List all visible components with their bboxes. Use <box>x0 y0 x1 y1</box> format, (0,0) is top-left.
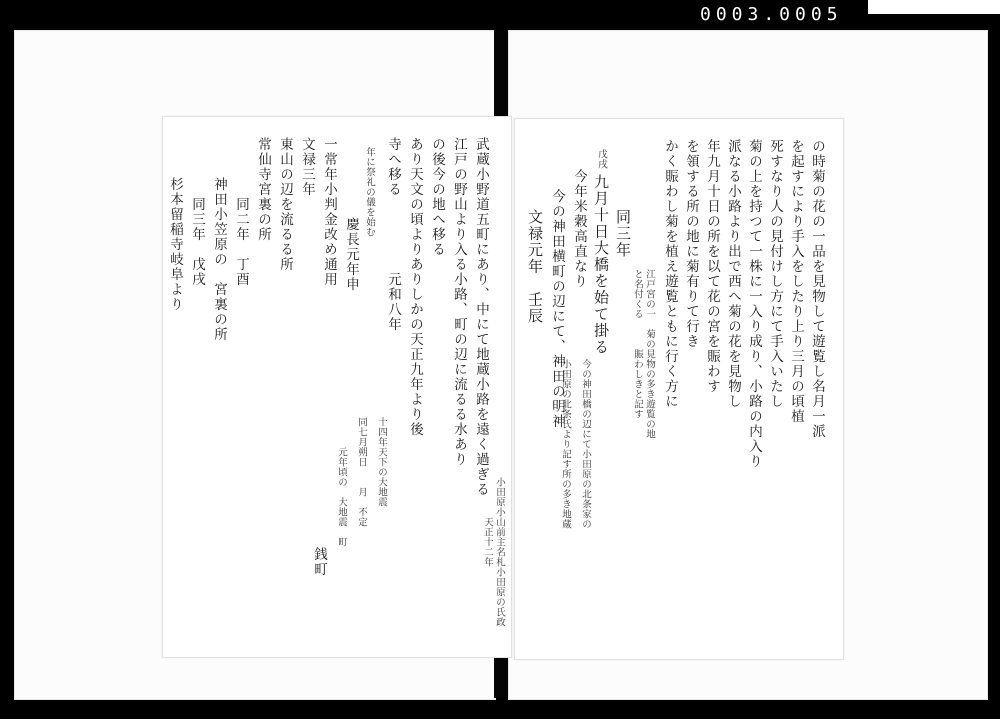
frame-marker <box>868 0 1000 14</box>
book-spread <box>14 30 987 698</box>
text-column: 今年米穀高直なり <box>571 169 587 289</box>
text-column: と名付くる 賑わしきと記す <box>632 269 643 419</box>
text-column: 死すなり人の見付けし方にて手入いたし <box>767 139 783 409</box>
text-column: の後今の地へ移る <box>429 137 445 257</box>
text-column: 東山の辺を流るる所 <box>277 137 293 272</box>
frame-number: 0003.0005 <box>700 4 843 25</box>
text-column: 派なる小路より出で西へ菊の花を見物し <box>725 139 741 409</box>
text-column: 同三年 戊戌 <box>189 197 205 287</box>
text-column: 年九月十日の所を以て花の宮を賑わす <box>704 139 720 394</box>
text-column: 常仙寺宮裏の所 <box>255 137 271 242</box>
text-column: を領する所の地に菊有りて行き <box>683 139 699 349</box>
text-column: 江戸の野山より入る小路、町の辺に流るる水あり <box>451 137 467 467</box>
text-column: 神田小笠原の 宮裏の所 <box>211 177 227 342</box>
text-column: 九月十日大橋を始て掛る <box>592 174 610 356</box>
left-page <box>162 116 512 658</box>
text-column: 元年頃の 大地震 町 <box>336 447 347 547</box>
text-column: 菊の上を持つて一株に一入り成り、小路の内入り <box>746 139 762 469</box>
text-column: 戊戌 <box>596 149 607 169</box>
text-column: 天正十二年 <box>482 517 493 567</box>
text-column: 武蔵小野道五町にあり、中にて地蔵小路を遠く過ぎる <box>473 137 489 497</box>
text-column: 寺へ移る 元和八年 <box>385 137 401 332</box>
right-page <box>514 118 844 660</box>
text-column: 杉本留稲寺岐阜より <box>167 177 183 312</box>
text-column: を起すにより手入をしたり上り三月の頃植 <box>788 139 804 424</box>
text-column: 今の神田橋の辺にて小田原の北条家の <box>580 359 591 529</box>
text-column: 銭町 <box>311 547 327 577</box>
text-column: 十四年天下の大地震 <box>376 417 387 507</box>
text-column: 小田原小山前主名札小田原の氏政 <box>494 477 505 627</box>
text-column: 年に祭礼の儀を始む <box>364 147 375 237</box>
text-column: 江戸宮の一 菊の見物の多き遊覧の地 <box>644 269 655 439</box>
text-column: あり天文の頃よりありしかの天正九年より後 <box>407 137 423 437</box>
text-column: 同二年 丁酉 <box>233 197 249 287</box>
text-column: 小田原の北条氏より記す所の多き地蔵 <box>560 359 571 529</box>
text-column: 文禄元年 壬辰 <box>526 209 544 325</box>
text-column: 同七月朔日 月 不定 <box>356 417 367 527</box>
text-column: かく賑わし菊を植え遊覧ともに行く方に <box>662 139 678 409</box>
text-column: 慶長元年申 <box>343 217 359 292</box>
text-column: 文禄三年 <box>299 137 315 197</box>
text-column: 一常年小判金改め通用 <box>321 137 337 287</box>
text-column: 同三年 <box>614 209 632 259</box>
text-column: 今の神田横町の辺にて、神田の明神 <box>549 189 565 429</box>
text-column: の時菊の花の一品を見物して遊覧し名月一派 <box>809 139 825 439</box>
